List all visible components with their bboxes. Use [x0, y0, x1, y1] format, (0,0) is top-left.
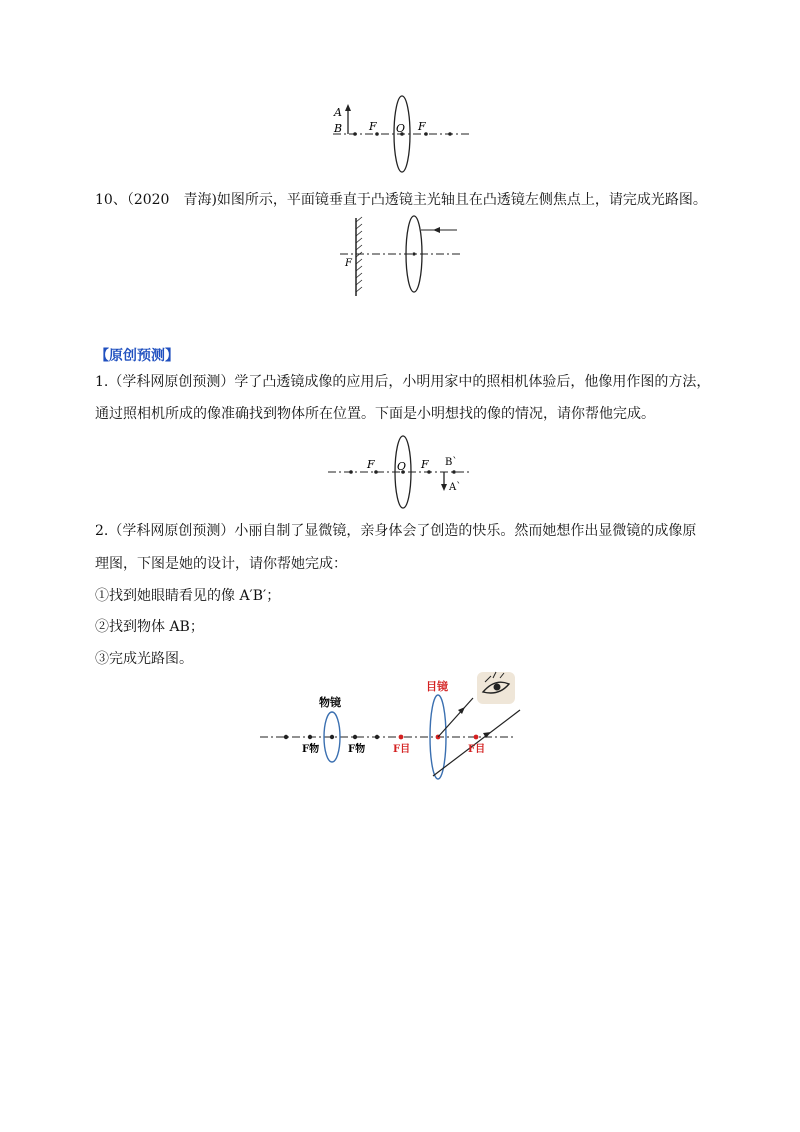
- label-o: O: [397, 460, 407, 473]
- step-2: ②找到物体 AB；: [95, 619, 204, 635]
- objective-focus-right: [353, 735, 357, 739]
- figure-p1-lens-diagram: [322, 432, 477, 512]
- eyepiece-label: 目镜: [426, 680, 448, 693]
- label-f-right: F: [421, 458, 429, 471]
- prediction-2-line-1: 2.（学科网原创预测）小丽自制了显微镜，亲身体会了创造的快乐。然而她想作出显微镜的成像原: [95, 523, 697, 539]
- label-b: B: [334, 122, 343, 135]
- section-title: 【原创预测】: [95, 348, 179, 364]
- figure-q9-lens-diagram: [325, 92, 475, 177]
- optical-center: [412, 252, 415, 255]
- question-10-text: 10、（2020 青海)如图所示，平面镜垂直于凸透镜主光轴且在凸透镜左侧焦点上，请完成光路图。: [95, 192, 707, 208]
- axis-point: [284, 735, 288, 739]
- objective-focus-left: [308, 735, 312, 739]
- eyepiece-focus-right: [474, 735, 479, 740]
- image-arrow-head: [441, 484, 447, 491]
- figure-q10-mirror-lens: [335, 214, 465, 299]
- label-b-prime: B`: [445, 457, 458, 468]
- figure-p2-microscope: [255, 668, 530, 783]
- objective-label: 物镜: [319, 696, 341, 709]
- incident-ray-arrow: [433, 227, 440, 233]
- label-f-objective-right: F物: [348, 744, 366, 755]
- label-f-eyepiece-left: F目: [393, 744, 411, 755]
- label-o: O: [396, 122, 406, 135]
- focus-point-left: [374, 470, 378, 474]
- label-f-eyepiece-right: F目: [468, 744, 486, 755]
- prediction-2-line-2: 理图，下图是她的设计，请你帮她完成：: [95, 556, 347, 572]
- prediction-1-line-1: 1.（学科网原创预测）学了凸透镜成像的应用后，小明用家中的照相机体验后，他像用作图的方法，: [95, 374, 711, 390]
- label-f-objective-left: F物: [302, 744, 320, 755]
- axis-point: [349, 470, 353, 474]
- label-a: A: [334, 106, 342, 119]
- axis-point: [448, 132, 452, 136]
- eye-icon: [477, 672, 515, 704]
- axis-point: [353, 132, 357, 136]
- label-f: F: [345, 258, 352, 269]
- label-f-left: F: [369, 120, 377, 133]
- label-a-prime: A`: [449, 482, 462, 493]
- label-f-left: F: [367, 458, 375, 471]
- axis-point: [452, 470, 456, 474]
- axis-point: [375, 735, 379, 739]
- step-3: ③完成光路图。: [95, 651, 193, 667]
- step-1: ①找到她眼睛看见的像 A′B′；: [95, 588, 281, 604]
- prediction-1-line-2: 通过照相机所成的像准确找到物体所在位置。下面是小明想找的像的情况，请你帮他完成。: [95, 406, 655, 422]
- eyepiece-focus-left: [399, 735, 404, 740]
- object-arrow-head: [345, 104, 351, 111]
- label-f-right: F: [418, 120, 426, 133]
- objective-center: [330, 735, 334, 739]
